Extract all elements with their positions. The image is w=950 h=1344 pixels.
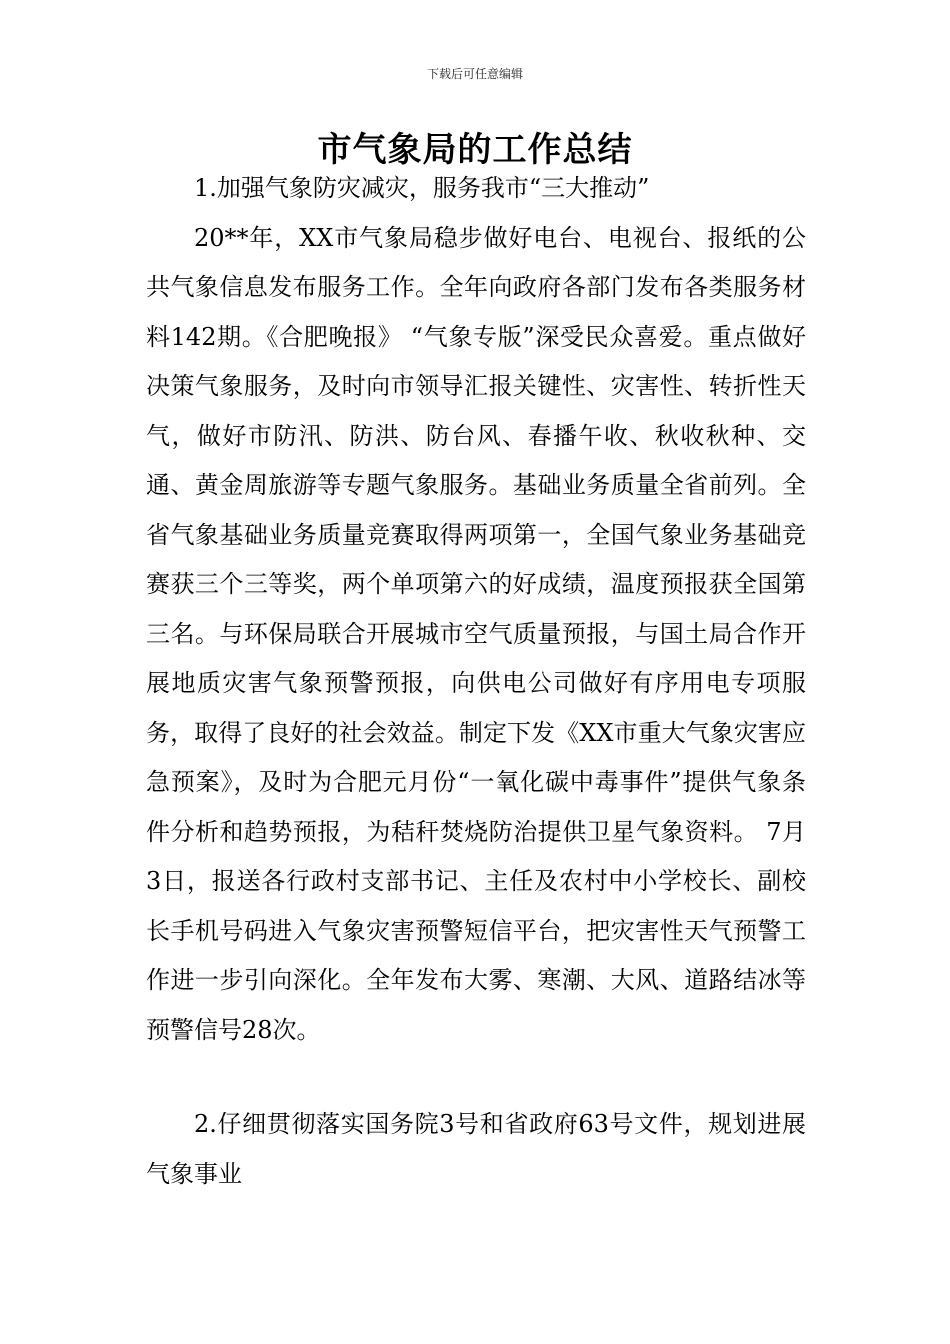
body-section-2 <box>146 1100 806 1199</box>
body-section-1 <box>146 164 806 1055</box>
section-heading-2: 2.仔细贯彻落实国务院3号和省政府63号文件，规划进展气象事业 <box>146 1110 806 1188</box>
page-title: 市气象局的工作总结 <box>317 130 633 170</box>
header-note: 下载后可任意编辑 <box>426 67 523 81</box>
body-paragraph: 20**年，XX市气象局稳步做好电台、电视台、报纸的公共气象信息发布服务工作。全年向政府各部门发布各类服务材料142期。《合肥晚报》 “气象专版”深受民众喜爱。重点做好决策气象服务，及时向市领导汇报关键性、灾害性、转折性天气，做好市防汛、防洪、防台风、春播午收、秋收秋种、交通、黄金周旅游等专题气象服务。基础业务质量全省前列。全省气象基础业务质量竞赛取得两项第一，全国气象业务基础竞赛获三个三等奖，两个单项第六的好成绩，温度预报获全国第三名。与环保局联合开展城市空气质量预报，与国土局合作开展地质灾害气象预警预报，向供电公司做好有序用电专项服务，取得了良好的社会效益。制定下发《XX市重大气象灾害应急预案》，及时为合肥元月份“一氧化碳中毒事件”提供气象条件分析和趋势预报，为秸秆焚烧防治提供卫星气象资料。 7月3日，报送各行政村支部书记、主任及农村中小学校长、副校长手机号码进入气象灾害预警短信平台，把灾害性天气预警工作进一步引向深化。全年发布大雾、寒潮、大风、道路结冰等预警信号28次。 <box>146 223 806 1044</box>
section-heading-1: 1.加强气象防灾减灾，服务我市“三大推动” <box>194 174 650 202</box>
